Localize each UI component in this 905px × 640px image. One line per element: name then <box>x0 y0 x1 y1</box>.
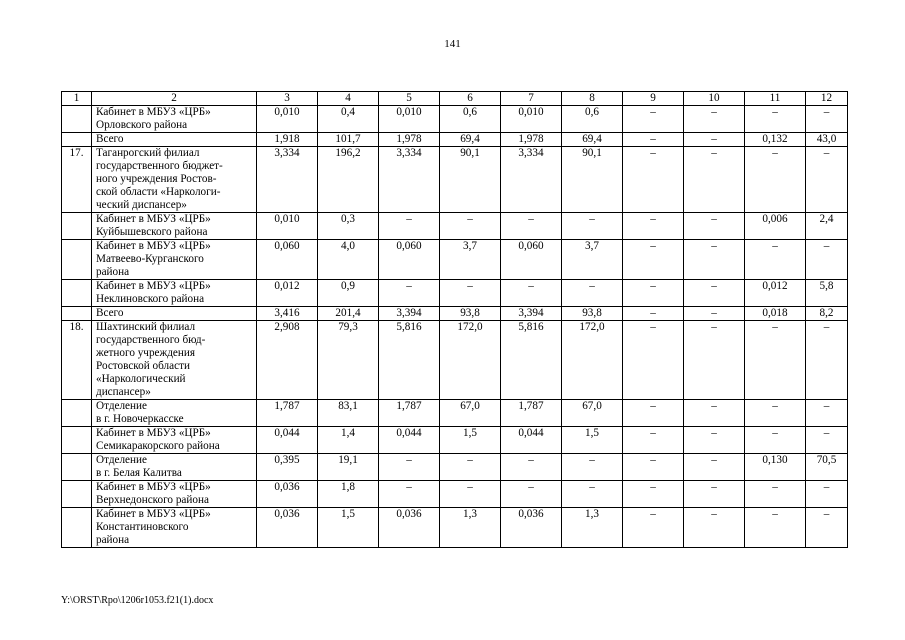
institution-name-line: ного учреждения Ростов- <box>96 173 217 185</box>
value-cell: – <box>806 481 848 508</box>
value-cell: – <box>684 321 745 400</box>
value-cell: – <box>379 213 440 240</box>
value-cell: – <box>501 213 562 240</box>
institution-name-line: Таганрогский филиал <box>96 147 200 159</box>
value-cell: – <box>623 307 684 321</box>
value-cell: 0,4 <box>318 106 379 133</box>
value-cell: 0,6 <box>562 106 623 133</box>
value-cell: 0,012 <box>257 280 318 307</box>
value-cell: 93,8 <box>562 307 623 321</box>
value-cell: – <box>562 454 623 481</box>
column-header: 8 <box>562 92 623 106</box>
institution-name-line: Всего <box>96 307 124 319</box>
value-cell: 67,0 <box>440 400 501 427</box>
value-cell: – <box>745 106 806 133</box>
value-cell: 90,1 <box>440 147 501 213</box>
institution-name-cell <box>92 454 257 481</box>
value-cell: 69,4 <box>440 133 501 147</box>
value-cell: 0,036 <box>501 508 562 548</box>
institution-name-line: района <box>96 534 130 546</box>
value-cell: 1,787 <box>379 400 440 427</box>
value-cell: – <box>684 280 745 307</box>
value-cell: 0,130 <box>745 454 806 481</box>
value-cell: – <box>684 106 745 133</box>
row-number-cell <box>62 400 92 427</box>
value-cell: 1,787 <box>501 400 562 427</box>
value-cell: – <box>806 321 848 400</box>
value-cell: 3,416 <box>257 307 318 321</box>
institution-name-line: государственного бюд- <box>96 334 206 346</box>
value-cell: – <box>623 147 684 213</box>
column-header: 12 <box>806 92 848 106</box>
value-cell: 0,044 <box>379 427 440 454</box>
value-cell: 0,010 <box>501 106 562 133</box>
value-cell: – <box>684 240 745 280</box>
value-cell: – <box>562 213 623 240</box>
table-row <box>62 307 848 321</box>
institution-name-line: Отделение <box>96 400 147 412</box>
table-row <box>62 481 848 508</box>
value-cell: 0,060 <box>501 240 562 280</box>
value-cell: – <box>745 481 806 508</box>
value-cell: – <box>440 454 501 481</box>
row-number-cell: 17. <box>62 147 92 213</box>
institution-name-line: Всего <box>96 133 124 145</box>
value-cell: – <box>684 427 745 454</box>
institution-name-line: государственного бюджет- <box>96 160 223 172</box>
institution-name-line: Кабинет в МБУЗ «ЦРБ» <box>96 481 211 493</box>
institution-name-line: «Наркологический <box>96 373 186 385</box>
table-row <box>62 321 848 400</box>
value-cell: 79,3 <box>318 321 379 400</box>
value-cell: 2,908 <box>257 321 318 400</box>
institution-name-line: Верхнедонского района <box>96 494 209 506</box>
column-header: 9 <box>623 92 684 106</box>
value-cell: 90,1 <box>562 147 623 213</box>
institution-name-line: Отделение <box>96 454 147 466</box>
value-cell: – <box>623 481 684 508</box>
row-number-cell <box>62 280 92 307</box>
header-row <box>62 92 848 106</box>
value-cell: 0,044 <box>257 427 318 454</box>
value-cell: – <box>684 508 745 548</box>
value-cell: – <box>684 307 745 321</box>
column-header: 11 <box>745 92 806 106</box>
institution-name-line: Матвеево-Курганского <box>96 253 204 265</box>
institution-name-line: Константиновского <box>96 521 189 533</box>
value-cell: 3,334 <box>379 147 440 213</box>
value-cell: 1,4 <box>318 427 379 454</box>
value-cell: 1,8 <box>318 481 379 508</box>
table-row <box>62 427 848 454</box>
column-header: 5 <box>379 92 440 106</box>
institution-name-cell <box>92 280 257 307</box>
value-cell: – <box>562 481 623 508</box>
institution-name-cell <box>92 481 257 508</box>
value-cell: 0,6 <box>440 106 501 133</box>
value-cell: 1,978 <box>379 133 440 147</box>
page-number: 141 <box>444 38 461 50</box>
column-header: 7 <box>501 92 562 106</box>
value-cell: – <box>684 133 745 147</box>
value-cell: – <box>623 213 684 240</box>
table-body <box>62 106 848 548</box>
value-cell: 70,5 <box>806 454 848 481</box>
row-number-cell <box>62 213 92 240</box>
institution-name-cell <box>92 106 257 133</box>
value-cell: – <box>745 147 806 213</box>
value-cell: 3,7 <box>440 240 501 280</box>
value-cell: – <box>440 213 501 240</box>
value-cell: – <box>684 481 745 508</box>
value-cell: – <box>806 400 848 427</box>
institution-name-line: ской области «Наркологи- <box>96 186 221 198</box>
institution-name-line: жетного учреждения <box>96 347 196 359</box>
column-header: 2 <box>92 92 257 106</box>
value-cell: 0,010 <box>379 106 440 133</box>
value-cell: 201,4 <box>318 307 379 321</box>
column-header: 4 <box>318 92 379 106</box>
value-cell: 0,060 <box>379 240 440 280</box>
value-cell: 0,036 <box>257 508 318 548</box>
value-cell: 0,060 <box>257 240 318 280</box>
value-cell: – <box>379 481 440 508</box>
value-cell: 1,5 <box>562 427 623 454</box>
table-row <box>62 213 848 240</box>
value-cell: – <box>684 454 745 481</box>
value-cell: 1,787 <box>257 400 318 427</box>
value-cell: – <box>623 400 684 427</box>
column-header: 6 <box>440 92 501 106</box>
institution-name-line: Кабинет в МБУЗ «ЦРБ» <box>96 508 211 520</box>
value-cell: 93,8 <box>440 307 501 321</box>
value-cell: 0,395 <box>257 454 318 481</box>
value-cell: – <box>379 454 440 481</box>
institution-name-line: Ростовской области <box>96 360 190 372</box>
value-cell: – <box>806 427 848 454</box>
institution-name-line: Семикаракорского района <box>96 440 220 452</box>
value-cell: – <box>684 147 745 213</box>
value-cell: – <box>745 400 806 427</box>
table-row <box>62 147 848 213</box>
value-cell: 8,2 <box>806 307 848 321</box>
value-cell: 1,5 <box>318 508 379 548</box>
value-cell: 3,334 <box>257 147 318 213</box>
value-cell: 5,816 <box>379 321 440 400</box>
institution-name-line: Куйбышевского района <box>96 226 208 238</box>
value-cell: 3,7 <box>562 240 623 280</box>
institution-name-line: района <box>96 266 130 278</box>
institution-name-line: Неклиновского района <box>96 293 205 305</box>
institution-name-line: Кабинет в МБУЗ «ЦРБ» <box>96 427 211 439</box>
value-cell: 2,4 <box>806 213 848 240</box>
institution-name-line: Кабинет в МБУЗ «ЦРБ» <box>96 280 211 292</box>
row-number-cell <box>62 240 92 280</box>
value-cell: 0,018 <box>745 307 806 321</box>
value-cell: – <box>806 106 848 133</box>
institution-name-cell <box>92 508 257 548</box>
value-cell: 3,394 <box>501 307 562 321</box>
value-cell: 1,918 <box>257 133 318 147</box>
value-cell: 43,0 <box>806 133 848 147</box>
institution-name-cell <box>92 400 257 427</box>
table-row <box>62 280 848 307</box>
row-number-cell <box>62 508 92 548</box>
row-number-cell <box>62 454 92 481</box>
value-cell: – <box>379 280 440 307</box>
value-cell: 172,0 <box>440 321 501 400</box>
value-cell: 196,2 <box>318 147 379 213</box>
value-cell: 0,012 <box>745 280 806 307</box>
table-row <box>62 133 848 147</box>
data-table <box>61 91 848 548</box>
value-cell: 0,044 <box>501 427 562 454</box>
value-cell: 1,5 <box>440 427 501 454</box>
table-row <box>62 454 848 481</box>
value-cell: – <box>806 508 848 548</box>
value-cell: 0,3 <box>318 213 379 240</box>
value-cell: – <box>806 147 848 213</box>
value-cell: 0,036 <box>257 481 318 508</box>
value-cell: – <box>684 213 745 240</box>
value-cell: – <box>440 280 501 307</box>
row-number-cell <box>62 307 92 321</box>
footer-file-path: Y:\ORST\Rpo\1206r1053.f21(1).docx <box>61 595 214 606</box>
column-header: 1 <box>62 92 92 106</box>
institution-name-cell <box>92 427 257 454</box>
value-cell: – <box>501 481 562 508</box>
value-cell: – <box>623 427 684 454</box>
value-cell: – <box>562 280 623 307</box>
institution-name-line: в г. Новочеркасске <box>96 413 184 425</box>
row-number-cell <box>62 427 92 454</box>
value-cell: 0,010 <box>257 213 318 240</box>
value-cell: 83,1 <box>318 400 379 427</box>
value-cell: – <box>745 427 806 454</box>
value-cell: 1,3 <box>562 508 623 548</box>
value-cell: – <box>623 280 684 307</box>
value-cell: – <box>684 400 745 427</box>
table-row <box>62 400 848 427</box>
value-cell: – <box>623 321 684 400</box>
institution-name-line: в г. Белая Калитва <box>96 467 182 479</box>
value-cell: 5,816 <box>501 321 562 400</box>
column-header: 3 <box>257 92 318 106</box>
value-cell: 69,4 <box>562 133 623 147</box>
institution-name-line: Кабинет в МБУЗ «ЦРБ» <box>96 240 211 252</box>
value-cell: – <box>501 280 562 307</box>
value-cell: – <box>623 454 684 481</box>
institution-name-cell <box>92 147 257 213</box>
institution-name-cell <box>92 307 257 321</box>
value-cell: 3,334 <box>501 147 562 213</box>
institution-name-line: Орловского района <box>96 119 188 131</box>
table-row <box>62 240 848 280</box>
value-cell: – <box>745 240 806 280</box>
institution-name-cell <box>92 213 257 240</box>
institution-name-line: Шахтинский филиал <box>96 321 196 333</box>
value-cell: 172,0 <box>562 321 623 400</box>
value-cell: 3,394 <box>379 307 440 321</box>
value-cell: – <box>745 508 806 548</box>
table-row <box>62 508 848 548</box>
institution-name-cell <box>92 240 257 280</box>
value-cell: – <box>501 454 562 481</box>
value-cell: 0,036 <box>379 508 440 548</box>
row-number-cell: 18. <box>62 321 92 400</box>
value-cell: 4,0 <box>318 240 379 280</box>
row-number-cell <box>62 133 92 147</box>
value-cell: 0,010 <box>257 106 318 133</box>
value-cell: 0,006 <box>745 213 806 240</box>
value-cell: – <box>440 481 501 508</box>
value-cell: 1,3 <box>440 508 501 548</box>
value-cell: 101,7 <box>318 133 379 147</box>
value-cell: 0,132 <box>745 133 806 147</box>
value-cell: – <box>623 106 684 133</box>
institution-name-cell <box>92 133 257 147</box>
value-cell: – <box>623 240 684 280</box>
row-number-cell <box>62 481 92 508</box>
value-cell: – <box>745 321 806 400</box>
column-header: 10 <box>684 92 745 106</box>
institution-name-line: Кабинет в МБУЗ «ЦРБ» <box>96 213 211 225</box>
table-row <box>62 106 848 133</box>
value-cell: 5,8 <box>806 280 848 307</box>
row-number-cell <box>62 106 92 133</box>
value-cell: – <box>623 133 684 147</box>
institution-name-cell <box>92 321 257 400</box>
value-cell: 67,0 <box>562 400 623 427</box>
institution-name-line: ческий диспансер» <box>96 199 187 211</box>
institution-name-line: диспансер» <box>96 386 151 398</box>
value-cell: 1,978 <box>501 133 562 147</box>
value-cell: 0,9 <box>318 280 379 307</box>
value-cell: – <box>806 240 848 280</box>
value-cell: 19,1 <box>318 454 379 481</box>
value-cell: – <box>623 508 684 548</box>
institution-name-line: Кабинет в МБУЗ «ЦРБ» <box>96 106 211 118</box>
